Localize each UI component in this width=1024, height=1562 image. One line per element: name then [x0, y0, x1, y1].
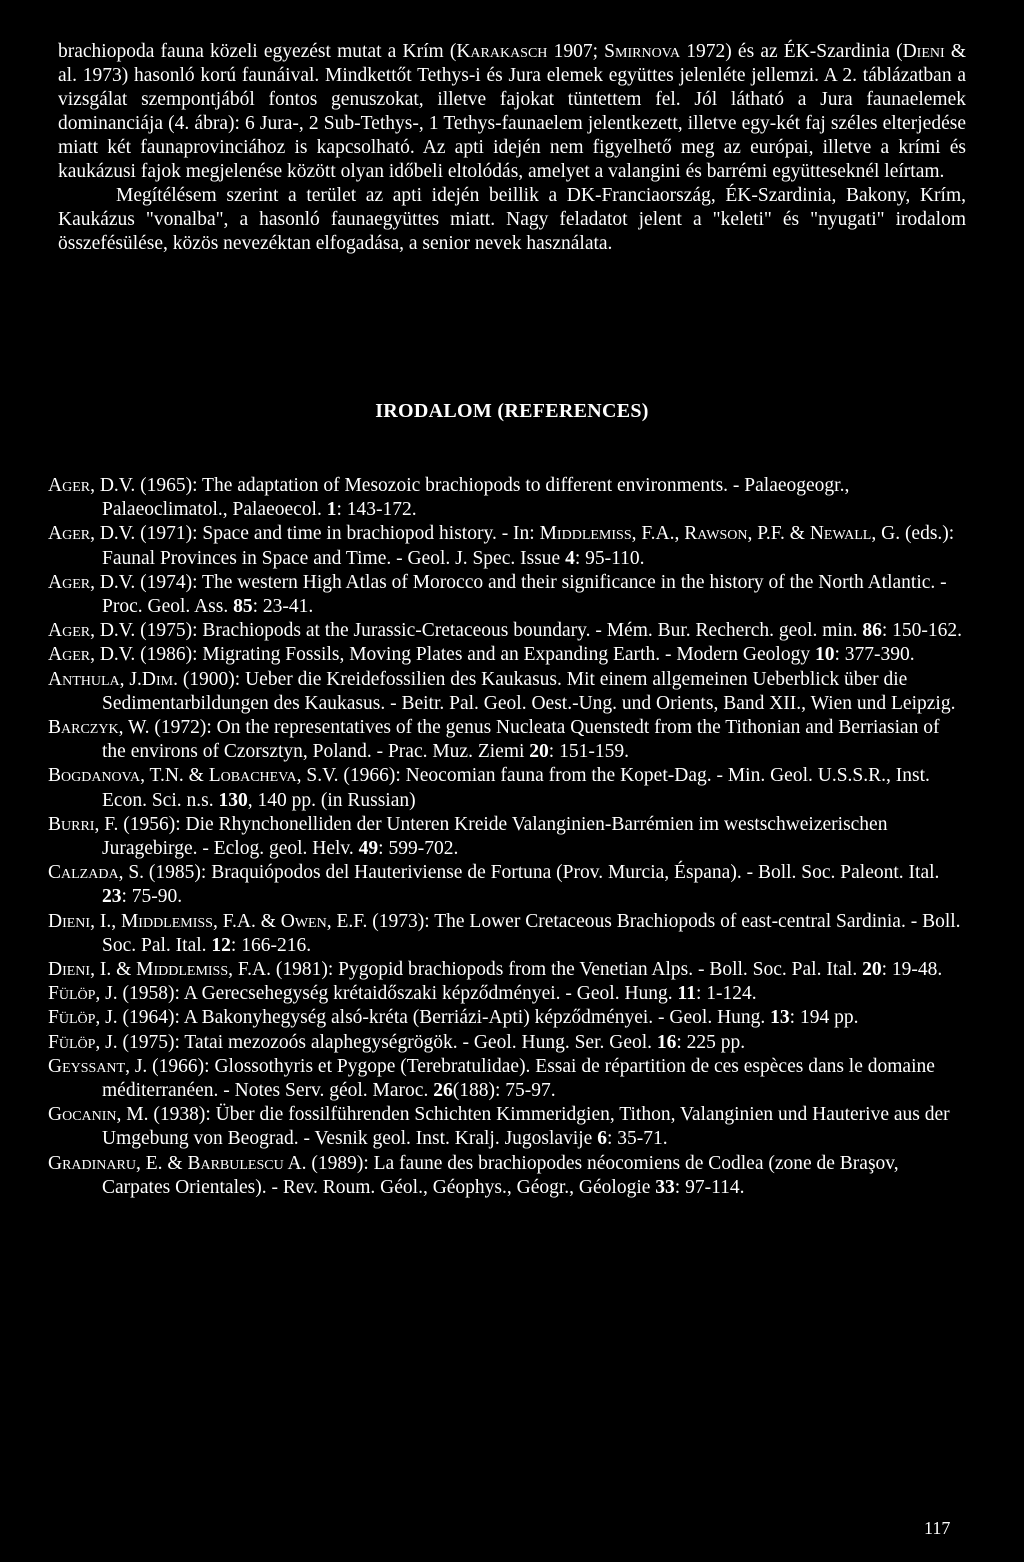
paragraph-1: brachiopoda fauna közeli egyezést mutat a Krím (Karakasch 1907; Smirnova 1972) és az ÉK-Szardinia (Dieni & al. 1973) hasonló korú faunáival. Mindkettőt Tethys-i és Jura elemek együttes jelenléte jellemzi. A 2. táblázatban a vizsgálat szempontjából fontos genuszokat, illetve fajokat tüntettem fel. Jól látható a Jura faunaelemek dominanciája (4. ábra): 6 Jura-, 2 Sub-Tethys-, 1 Tethys-faunaelem jelentkezett, illetve egy-két faj széles elterjedése miatt két faunaprovinciához is kapcsolható. Az apti idején nem figyelhető meg az európai, illetve a krími és kaukázusi fajok megjelenése között olyan időbeli eltolódás, amelyet a valangini és barrémi együtteseknél leírtam. — [58, 41, 967, 182]
reference-text: , W. (1972): On the representatives of the genus Nucleata Quenstedt from the Tithonian and Berriasian of the environs of Czorsztyn, Poland. - Prac. Muz. Ziemi — [102, 717, 940, 763]
author-name: Dieni — [48, 959, 91, 981]
reference-text: , D.V. (1965): The adaptation of Mesozoic brachiopods to different environments. - Palaeogeogr., Palaeoclimatol., Palaeoecol. — [90, 475, 850, 521]
reference-item — [48, 668, 966, 716]
reference-text: , J. (1958): A Gerecsehegység krétaidőszaki képződményei. - Geol. Hung. — [95, 983, 678, 1005]
reference-text: , J. (1975): Tatai mezozoós alaphegységrögök. - Geol. Hung. Ser. Geol. — [95, 1031, 657, 1053]
reference-text: , D.V. (1971): Space and time in brachiopod history. - In: — [90, 523, 540, 545]
reference-text: A. (1989): La faune des brachiopodes néocomiens de Codlea (zone de Braşov, Carpates Orientales). - Rev. Roum. Géol., Géophys., Géogr., Géologie — [102, 1152, 899, 1198]
reference-text: , S.V. (1966): Neocomian fauna from the Kopet-Dag. - Min. Geol. U.S.S.R., Inst. Econ. Sci. n.s. — [102, 765, 930, 811]
volume-number: 85 — [233, 596, 253, 618]
reference-text: , E. & — [135, 1152, 188, 1174]
author-name: Calzada — [48, 862, 119, 884]
reference-text: , T.N. & — [140, 765, 209, 787]
reference-item — [48, 982, 966, 1006]
reference-text: , J. — [119, 668, 142, 690]
reference-text: : 75-90. — [121, 886, 183, 908]
reference-text: : 377-390. — [834, 644, 915, 666]
volume-number: 12 — [211, 934, 231, 956]
author-name: Geyssant — [48, 1055, 126, 1077]
author-name: Karakasch — [456, 41, 548, 62]
author-name: Owen — [280, 910, 327, 932]
author-name: Middlemiss — [136, 959, 229, 981]
reference-text: , P.F. & — [747, 523, 810, 545]
volume-number: 1 — [326, 499, 337, 521]
author-name: Dieni — [48, 910, 91, 932]
reference-text: , D.V. (1986): Migrating Fossils, Moving Plates and an Expanding Earth. - Modern Geology — [90, 644, 815, 666]
volume-number: 49 — [358, 838, 379, 860]
reference-text: (188): 75-97. — [452, 1080, 556, 1102]
author-name: Ager — [48, 475, 91, 496]
volume-number: 20 — [862, 959, 882, 981]
author-name: Ager — [48, 523, 91, 545]
reference-item — [48, 474, 966, 522]
reference-text: , J. (1966): Glossothyris et Pygope (Terebratulidae). Essai de répartition de ces espèces dans le domaine méditerranéen. - Notes Serv. géol. Maroc. — [102, 1055, 935, 1102]
reference-text: , D.V. (1974): The western High Atlas of Morocco and their significance in the history of the North Atlantic. - Proc. Geol. Ass. — [90, 571, 947, 618]
reference-item — [48, 571, 966, 619]
reference-text: : 1-124. — [695, 983, 757, 1005]
reference-text: : 225 pp. — [676, 1031, 746, 1053]
reference-text: : 599-702. — [378, 838, 459, 860]
reference-text: , F.A., — [631, 523, 685, 545]
author-name: Ager — [48, 644, 91, 666]
reference-text: : 143-172. — [336, 499, 417, 521]
volume-number: 130 — [218, 789, 248, 811]
author-name: Fülöp — [48, 1007, 96, 1029]
reference-item — [48, 1103, 966, 1151]
author-name: Fülöp — [48, 1031, 96, 1053]
author-name: Barczyk — [48, 717, 119, 739]
volume-number: 26 — [433, 1080, 453, 1102]
reference-item — [48, 1152, 966, 1200]
reference-item — [48, 764, 966, 812]
reference-text: . (1900): Ueber die Kreidefossilien des Kaukasus. Mit einem allgemeinen Ueberblick über die Sedimentarbildungen des Kaukasus. - Beitr. Pal. Geol. Oest.-Ung. und Orients, Band XII., Wien und Leipzig. — [102, 668, 956, 714]
author-name: Middlemiss — [539, 523, 632, 545]
author-name: Ager — [48, 571, 91, 593]
reference-list — [48, 474, 966, 1200]
reference-item — [48, 1006, 966, 1030]
volume-number: 10 — [814, 644, 835, 666]
reference-text: , I., — [90, 910, 121, 932]
reference-text: : 35-71. — [606, 1128, 668, 1150]
reference-text: , G. (eds.): Faunal Provinces in Space and Time. - Geol. J. Spec. Issue — [102, 523, 955, 569]
reference-text: , J. (1964): A Bakonyhegység alsó-kréta (Berriázi-Apti) képződményei. - Geol. Hung. — [95, 1007, 771, 1029]
volume-number: 86 — [862, 620, 882, 642]
reference-text: , S. (1985): Braquiópodos del Hauteriviense de Fortuna (Prov. Murcia, Éspana). - Boll. Soc. Paleont. Ital. — [118, 862, 940, 884]
author-name: Burri — [48, 813, 95, 835]
author-name: Dieni — [902, 41, 945, 62]
reference-item — [48, 619, 966, 643]
reference-item — [48, 716, 966, 764]
reference-item — [48, 1031, 966, 1055]
reference-text: : 23-41. — [252, 596, 314, 618]
reference-item — [48, 522, 966, 570]
reference-item — [48, 958, 966, 982]
author-name: Barbulescu — [187, 1152, 284, 1174]
body-text — [58, 40, 966, 256]
reference-text: : 151-159. — [548, 741, 629, 763]
reference-text: : 19-48. — [881, 959, 943, 981]
reference-item — [48, 1055, 966, 1103]
reference-item — [48, 861, 966, 909]
author-name: Bogdanova — [48, 765, 141, 787]
volume-number: 20 — [529, 741, 549, 763]
section-heading: IRODALOM (REFERENCES) — [375, 400, 649, 422]
volume-number: 23 — [102, 886, 122, 908]
reference-text: , F.A. (1981): Pygopid brachiopods from the Venetian Alps. - Boll. Soc. Pal. Ital. — [228, 959, 863, 981]
author-name: Fülöp — [48, 983, 96, 1005]
volume-number: 13 — [770, 1007, 790, 1029]
author-name: Gocanin — [48, 1104, 117, 1126]
author-name: Middlemiss — [120, 910, 213, 932]
reference-text: , I. & — [90, 959, 137, 981]
volume-number: 16 — [656, 1031, 677, 1053]
page-number: 117 — [924, 1518, 951, 1538]
reference-text: , F. (1956): Die Rhynchonelliden der Unteren Kreide Valanginien-Barrémien im westschweizerischen Juragebirge. - Eclog. geol. Helv. — [94, 813, 888, 860]
paragraph-2: Megítélésem szerint a terület az apti idején beillik a DK-Franciaország, ÉK-Szardinia, Bakony, Krím, Kaukázus "vonalba", a hasonló faunaegyüttes miatt. Nagy feladatot jelent a "keleti" és "nyugati" irodalom összefésülése, közös nevezéktan elfogadása, a senior nevek használata. — [58, 185, 966, 254]
author-name: Rawson — [684, 523, 748, 545]
author-name: Dim — [141, 668, 174, 690]
reference-text: : 166-216. — [230, 934, 312, 956]
reference-text: : 194 pp. — [789, 1007, 859, 1029]
reference-text: , F.A. & — [212, 910, 281, 932]
reference-text: : 150-162. — [881, 620, 963, 642]
author-name: Newall — [809, 523, 872, 545]
author-name: Gradinaru — [48, 1152, 136, 1174]
reference-item — [48, 813, 966, 861]
author-name: Ager — [48, 620, 91, 642]
author-name: Anthula — [48, 668, 120, 690]
reference-text: , M. (1938): Über die fossilführenden Schichten Kimmeridgien, Tithon, Valanginien und Hauterive aus der Umgebung von Beograd. - Vesnik geol. Inst. Kralj. Jugoslavije — [102, 1104, 950, 1150]
author-name: Smirnova — [604, 41, 681, 62]
reference-text: , 140 pp. (in Russian) — [247, 789, 416, 811]
author-name: Lobacheva — [208, 765, 297, 787]
volume-number: 6 — [597, 1128, 607, 1150]
reference-text: , E.F. (1973): The Lower Cretaceous Brachiopods of east-central Sardinia. - Boll. Soc. Pal. Ital. — [102, 910, 961, 956]
reference-text: , D.V. (1975): Brachiopods at the Jurassic-Cretaceous boundary. - Mém. Bur. Recherch. geol. min. — [90, 620, 863, 642]
reference-item — [48, 910, 966, 958]
reference-item — [48, 643, 966, 667]
reference-text: : 97-114. — [674, 1176, 745, 1198]
volume-number: 33 — [655, 1176, 675, 1198]
reference-text: : 95-110. — [574, 547, 645, 569]
volume-number: 4 — [565, 547, 575, 569]
volume-number: 11 — [677, 983, 696, 1005]
